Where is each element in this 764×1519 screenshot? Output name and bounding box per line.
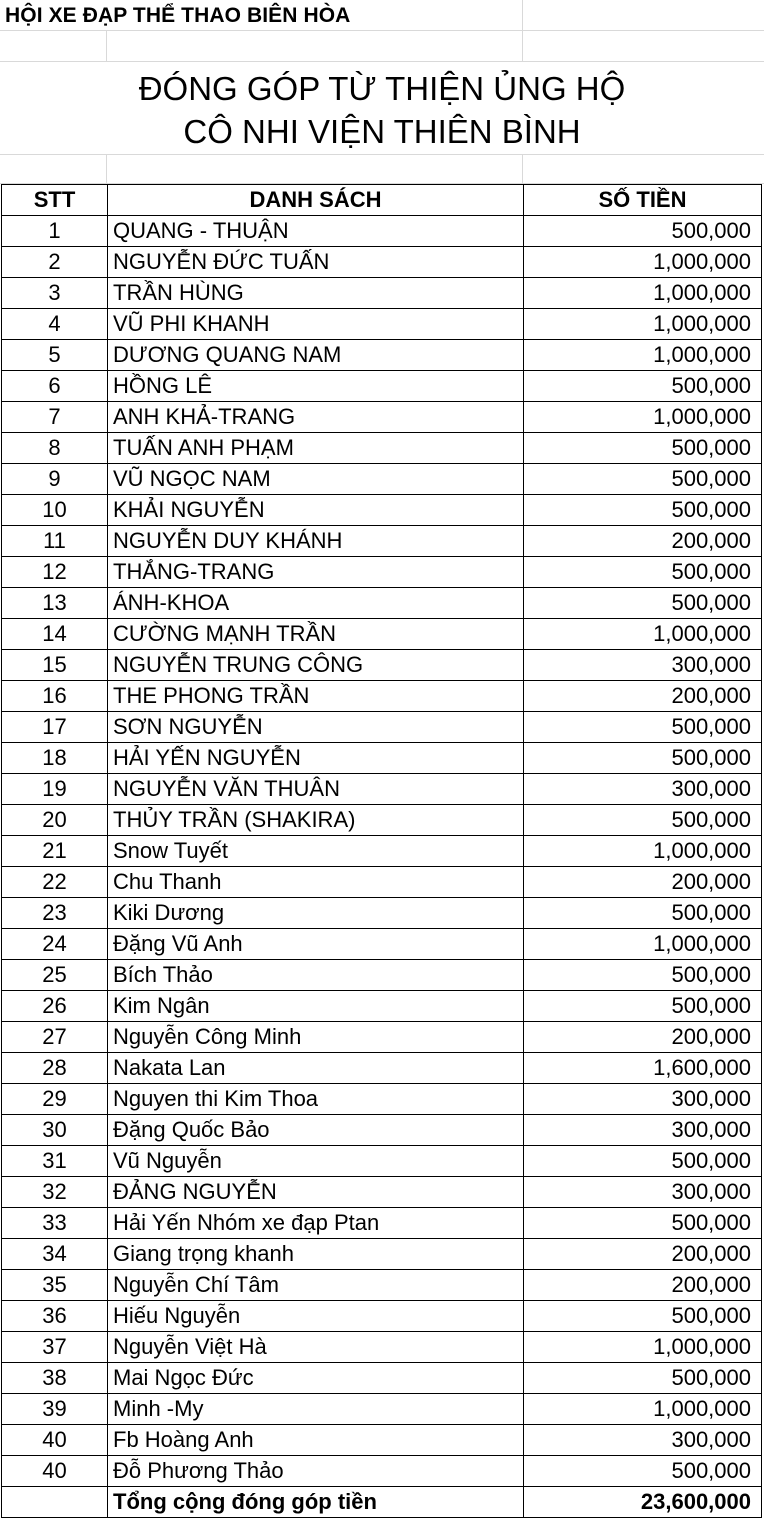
table-row	[2, 526, 762, 557]
row-stt: 19	[2, 774, 108, 805]
row-name: Hải Yến Nhóm xe đạp Ptan	[108, 1208, 524, 1239]
row-amount: 500,000	[524, 216, 762, 247]
table-body	[2, 216, 762, 1487]
table-row	[2, 960, 762, 991]
row-amount: 500,000	[524, 960, 762, 991]
row-name: THỦY TRẦN (SHAKIRA)	[108, 805, 524, 836]
row-name: Vũ Nguyễn	[108, 1146, 524, 1177]
row-stt: 33	[2, 1208, 108, 1239]
row-name: Nguyễn Công Minh	[108, 1022, 524, 1053]
row-stt: 8	[2, 433, 108, 464]
table-row	[2, 1239, 762, 1270]
row-name: Minh -My	[108, 1394, 524, 1425]
row-amount: 300,000	[524, 774, 762, 805]
grid-line	[522, 155, 523, 183]
row-name: VŨ NGỌC NAM	[108, 464, 524, 495]
row-amount: 300,000	[524, 1084, 762, 1115]
row-stt: 23	[2, 898, 108, 929]
row-stt: 35	[2, 1270, 108, 1301]
table-row	[2, 464, 762, 495]
row-name: Hiếu Nguyễn	[108, 1301, 524, 1332]
row-stt: 38	[2, 1363, 108, 1394]
table-row	[2, 898, 762, 929]
table-row	[2, 1115, 762, 1146]
row-name: NGUYỄN TRUNG CÔNG	[108, 650, 524, 681]
row-name: Snow Tuyết	[108, 836, 524, 867]
grid-line	[522, 31, 523, 61]
row-name: NGUYỄN VĂN THUÂN	[108, 774, 524, 805]
table-row	[2, 681, 762, 712]
row-amount: 500,000	[524, 743, 762, 774]
table-row	[2, 340, 762, 371]
row-name: VŨ PHI KHANH	[108, 309, 524, 340]
header-amount: SỐ TIỀN	[524, 185, 762, 216]
row-amount: 300,000	[524, 1425, 762, 1456]
blank-row	[0, 155, 764, 184]
row-stt: 5	[2, 340, 108, 371]
row-amount: 200,000	[524, 681, 762, 712]
total-value: 23,600,000	[524, 1487, 762, 1518]
row-amount: 200,000	[524, 1270, 762, 1301]
table-row	[2, 1363, 762, 1394]
row-name: TRẦN HÙNG	[108, 278, 524, 309]
title-line-1: ĐÓNG GÓP TỪ THIỆN ỦNG HỘ	[138, 70, 626, 107]
row-amount: 500,000	[524, 991, 762, 1022]
table-row	[2, 371, 762, 402]
table-row	[2, 1332, 762, 1363]
row-stt: 20	[2, 805, 108, 836]
table-row	[2, 495, 762, 526]
table-row	[2, 309, 762, 340]
row-amount: 1,000,000	[524, 402, 762, 433]
row-stt: 39	[2, 1394, 108, 1425]
header-stt: STT	[2, 185, 108, 216]
row-name: Kim Ngân	[108, 991, 524, 1022]
row-name: THE PHONG TRẦN	[108, 681, 524, 712]
row-stt: 27	[2, 1022, 108, 1053]
row-amount: 500,000	[524, 588, 762, 619]
table-row	[2, 402, 762, 433]
table-row	[2, 929, 762, 960]
row-name: Nguyen thi Kim Thoa	[108, 1084, 524, 1115]
row-stt: 21	[2, 836, 108, 867]
table-row	[2, 619, 762, 650]
row-stt: 37	[2, 1332, 108, 1363]
row-stt: 6	[2, 371, 108, 402]
row-name: ÁNH-KHOA	[108, 588, 524, 619]
table-row	[2, 216, 762, 247]
row-amount: 500,000	[524, 805, 762, 836]
row-name: Đỗ Phương Thảo	[108, 1456, 524, 1487]
grid-line	[106, 31, 107, 61]
row-name: TUẤN ANH PHẠM	[108, 433, 524, 464]
table-row	[2, 1084, 762, 1115]
total-label: Tổng cộng đóng góp tiền	[108, 1487, 524, 1518]
title-line-2: CÔ NHI VIỆN THIÊN BÌNH	[183, 113, 581, 150]
row-amount: 1,000,000	[524, 619, 762, 650]
table-row	[2, 557, 762, 588]
row-stt: 24	[2, 929, 108, 960]
row-stt: 4	[2, 309, 108, 340]
row-stt: 17	[2, 712, 108, 743]
table-row	[2, 1177, 762, 1208]
row-name: Nakata Lan	[108, 1053, 524, 1084]
row-name: HẢI YẾN NGUYỄN	[108, 743, 524, 774]
row-stt: 26	[2, 991, 108, 1022]
row-name: THẮNG-TRANG	[108, 557, 524, 588]
total-stt-cell	[2, 1487, 108, 1518]
table-row	[2, 1208, 762, 1239]
row-name: Chu Thanh	[108, 867, 524, 898]
row-amount: 1,000,000	[524, 836, 762, 867]
row-stt: 34	[2, 1239, 108, 1270]
row-name: Giang trọng khanh	[108, 1239, 524, 1270]
row-name: SƠN NGUYỄN	[108, 712, 524, 743]
row-stt: 1	[2, 216, 108, 247]
row-amount: 1,000,000	[524, 340, 762, 371]
row-stt: 13	[2, 588, 108, 619]
table-row	[2, 991, 762, 1022]
organization-row	[0, 0, 764, 31]
row-name: ĐẢNG NGUYỄN	[108, 1177, 524, 1208]
row-amount: 500,000	[524, 464, 762, 495]
row-stt: 7	[2, 402, 108, 433]
row-name: Nguyễn Chí Tâm	[108, 1270, 524, 1301]
blank-row	[0, 31, 764, 62]
table-row	[2, 743, 762, 774]
row-amount: 1,000,000	[524, 1394, 762, 1425]
row-amount: 200,000	[524, 867, 762, 898]
table-row	[2, 433, 762, 464]
row-stt: 32	[2, 1177, 108, 1208]
row-amount: 500,000	[524, 1208, 762, 1239]
table-row	[2, 836, 762, 867]
table-row	[2, 1394, 762, 1425]
header-name: DANH SÁCH	[108, 185, 524, 216]
row-stt: 11	[2, 526, 108, 557]
row-amount: 1,000,000	[524, 247, 762, 278]
table-row	[2, 1301, 762, 1332]
row-name: ANH KHẢ-TRANG	[108, 402, 524, 433]
row-name: Fb Hoàng Anh	[108, 1425, 524, 1456]
row-name: HỒNG LÊ	[108, 371, 524, 402]
row-amount: 500,000	[524, 898, 762, 929]
row-amount: 500,000	[524, 1456, 762, 1487]
table-row	[2, 588, 762, 619]
row-amount: 200,000	[524, 1239, 762, 1270]
row-name: NGUYỄN DUY KHÁNH	[108, 526, 524, 557]
row-name: CƯỜNG MẠNH TRẦN	[108, 619, 524, 650]
row-amount: 1,600,000	[524, 1053, 762, 1084]
row-stt: 10	[2, 495, 108, 526]
row-amount: 500,000	[524, 1363, 762, 1394]
row-stt: 40	[2, 1425, 108, 1456]
row-amount: 200,000	[524, 1022, 762, 1053]
table-row	[2, 650, 762, 681]
table-row	[2, 278, 762, 309]
row-amount: 500,000	[524, 1301, 762, 1332]
row-stt: 9	[2, 464, 108, 495]
row-stt: 30	[2, 1115, 108, 1146]
table-row	[2, 1146, 762, 1177]
row-stt: 2	[2, 247, 108, 278]
grid-line	[522, 0, 523, 30]
table-row	[2, 805, 762, 836]
row-stt: 18	[2, 743, 108, 774]
row-amount: 300,000	[524, 1177, 762, 1208]
row-amount: 500,000	[524, 495, 762, 526]
row-name: KHẢI NGUYỄN	[108, 495, 524, 526]
row-name: Kiki Dương	[108, 898, 524, 929]
table-row	[2, 1022, 762, 1053]
row-name: NGUYỄN ĐỨC TUẤN	[108, 247, 524, 278]
row-stt: 40	[2, 1456, 108, 1487]
row-stt: 31	[2, 1146, 108, 1177]
row-amount: 1,000,000	[524, 278, 762, 309]
row-stt: 28	[2, 1053, 108, 1084]
table-row	[2, 1270, 762, 1301]
table-row	[2, 1456, 762, 1487]
row-stt: 12	[2, 557, 108, 588]
row-name: Nguyễn Việt Hà	[108, 1332, 524, 1363]
row-amount: 1,000,000	[524, 929, 762, 960]
row-name: Bích Thảo	[108, 960, 524, 991]
row-stt: 16	[2, 681, 108, 712]
row-name: Mai Ngọc Đức	[108, 1363, 524, 1394]
row-amount: 1,000,000	[524, 1332, 762, 1363]
grid-line	[106, 155, 107, 183]
row-stt: 22	[2, 867, 108, 898]
row-stt: 29	[2, 1084, 108, 1115]
row-name: DƯƠNG QUANG NAM	[108, 340, 524, 371]
table-row	[2, 712, 762, 743]
row-amount: 500,000	[524, 1146, 762, 1177]
table-row	[2, 867, 762, 898]
row-stt: 36	[2, 1301, 108, 1332]
title-block	[0, 62, 764, 155]
row-name: QUANG - THUẬN	[108, 216, 524, 247]
row-amount: 500,000	[524, 557, 762, 588]
table-row	[2, 1425, 762, 1456]
table-row	[2, 247, 762, 278]
total-row	[2, 1487, 762, 1518]
row-stt: 15	[2, 650, 108, 681]
row-amount: 500,000	[524, 712, 762, 743]
row-stt: 25	[2, 960, 108, 991]
row-name: Đặng Vũ Anh	[108, 929, 524, 960]
row-amount: 1,000,000	[524, 309, 762, 340]
row-stt: 3	[2, 278, 108, 309]
row-amount: 500,000	[524, 371, 762, 402]
organization-name: HỘI XE ĐẠP THỂ THAO BIÊN HÒA	[5, 4, 351, 27]
row-stt: 14	[2, 619, 108, 650]
table-row	[2, 774, 762, 805]
row-amount: 200,000	[524, 526, 762, 557]
row-amount: 300,000	[524, 650, 762, 681]
row-amount: 300,000	[524, 1115, 762, 1146]
table-header-row	[2, 185, 762, 216]
table-row	[2, 1053, 762, 1084]
donation-table	[1, 184, 762, 1518]
row-name: Đặng Quốc Bảo	[108, 1115, 524, 1146]
row-amount: 500,000	[524, 433, 762, 464]
